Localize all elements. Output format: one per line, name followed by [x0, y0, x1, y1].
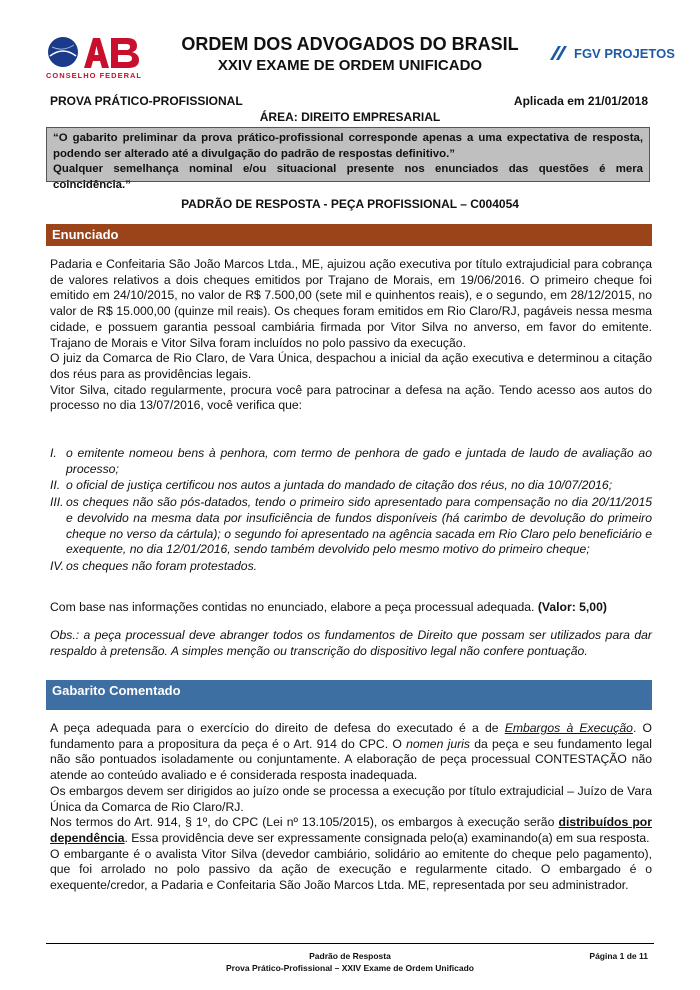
exam-type: PROVA PRÁTICO-PROFISSIONAL — [50, 94, 243, 108]
section-heading-enunciado: Enunciado — [46, 224, 652, 246]
text-run-embargos: Embargos à Execução — [504, 721, 633, 735]
task-instruction-text: Com base nas informações contidas no enunciado, elabore a peça processual adequada. — [50, 600, 535, 614]
text-run-nomen-juris: nomen juris — [406, 736, 470, 751]
list-item-number: IV. — [50, 558, 64, 573]
notice-line-1: “O gabarito preliminar da prova prático-profissional corresponde apenas a uma expectativa de resposta, podendo ser alterado até a divulgação do padrão de respostas definitivo.” — [53, 132, 643, 160]
list-item-number: III. — [50, 495, 64, 510]
list-item-text: os cheques não são pós-datados, tendo o primeiro sido apresentado para compensação no dia 20/11/2015 e devolvido na mesma data por insuficiência de fundos disponíveis (há carimbo de devolução do primeiro cheque no verso da cártula); o segundo foi apresentado na agência sacada em Rio Claro pelo beneficiário e exequente, no dia 12/01/2016, sendo também devolvido pelo mesmo motivo do primeiro cheque; — [66, 495, 652, 557]
task-value: (Valor: 5,00) — [537, 600, 607, 614]
enunciado-paragraph: O juiz da Comarca de Rio Claro, de Vara Única, despachou a inicial da ação executiva e determinou a citação dos réus para as providências legais. — [50, 351, 652, 381]
footer-title: Padrão de Resposta — [309, 951, 391, 961]
enunciado-paragraph: Vitor Silva, citado regularmente, procura você para patrocinar a defesa na ação. Tendo acesso aos autos do processo no dia 13/07/2016, você verifica que: — [50, 382, 652, 413]
gabarito-paragraph — [50, 815, 652, 846]
page-number: Página 1 de 11 — [589, 951, 648, 961]
enunciado-text — [50, 257, 652, 414]
list-item — [50, 495, 652, 558]
oab-logo-subtitle: CONSELHO FEDERAL — [45, 71, 142, 80]
footer-subtitle: Prova Prático-Profissional – XXIV Exame de Ordem Unificado — [226, 963, 474, 973]
list-item-number: I. — [50, 446, 57, 460]
list-item — [50, 446, 652, 477]
text-run: . O fundamento para a propositura da peça é o Art. 914 do CPC. O — [50, 721, 652, 751]
text-run: da peça e seu fundamento legal não são pontuados isoladamente ou conjuntamente. A elaboração de peça processual CONTESTAÇÃO não atende ao conteúdo avaliado e é considerada resposta inadequada. — [50, 736, 653, 783]
section-heading-gabarito: Gabarito Comentado — [46, 680, 652, 710]
notice-line-2: Qualquer semelhança nominal e/ou situacional presente nos enunciados das questões é mera coincidência.” — [53, 163, 643, 191]
gabarito-paragraph: O embargante é o avalista Vitor Silva (devedor cambiário, solidário ao emitente do cheque pelo pagamento), que foi arrolado no polo passivo da ação de execução e regularmente citado. O embargado é o exequente/credor, a Padaria e Confeitaria São João Marcos Ltda. ME, representada por seu administrador. — [50, 846, 652, 893]
notice-box — [46, 127, 650, 191]
list-item-text: o oficial de justiça certificou nos autos a juntada do mandado de citação dos réus, no dia 10/07/2016; — [66, 478, 613, 493]
observation-note: Obs.: a peça processual deve abranger todos os fundamentos de Direito que possam ser utilizados para dar respaldo à pretensão. A simples menção ou transcrição do dispositivo legal não confere pontuação. — [50, 628, 652, 658]
fgv-logo-text: FGV PROJETOS — [574, 45, 675, 61]
header-subtitle: XXIV EXAME DE ORDEM UNIFICADO — [217, 57, 483, 74]
footer-divider — [46, 943, 654, 944]
enunciado-paragraph: Padaria e Confeitaria São João Marcos Ltda., ME, ajuizou ação executiva por título extrajudicial para cobrança de valores relativos a dois cheques emitidos por Trajano de Morais, em 19/06/2016. O primeiro cheque foi emitido em 24/10/2015, no valor de R$ 7.500,00 (sete mil e quinhentos reais), e o segundo, em 28/12/2015, no valor de R$ 15.000,00 (quinze mil reais). Os cheques foram emitidos em Rio Claro/RJ, pagáveis nessa mesma cidade, e possuem garantia pessoal cambiária firmada por Vitor Silva no anverso, em favor do emitente. Trajano de Morais e Vitor Silva foram incluídos no polo passivo da execução. — [50, 257, 652, 350]
text-run-dependencia: distribuídos por dependência — [50, 815, 652, 845]
task-instruction — [50, 600, 652, 616]
gabarito-text — [50, 721, 652, 894]
text-run: A peça adequada para o exercício do direito de defesa do executado é a de — [50, 721, 505, 735]
list-item — [50, 478, 652, 494]
header-title: ORDEM DOS ADVOGADOS DO BRASIL — [181, 34, 519, 54]
text-run: . Essa providência deve ser expressamente consignada pelo(a) examinando(a) em sua resposta. — [124, 830, 650, 845]
list-item — [50, 559, 652, 575]
list-item-text: os cheques não foram protestados. — [66, 558, 258, 573]
fgv-logo — [548, 42, 680, 64]
padrao-title: PADRÃO DE RESPOSTA - PEÇA PROFISSIONAL – C004054 — [181, 197, 519, 211]
gabarito-paragraph — [50, 721, 652, 784]
fgv-mark-icon — [548, 44, 570, 62]
exam-date: Aplicada em 21/01/2018 — [513, 94, 648, 108]
facts-list — [50, 446, 652, 576]
list-item-text: o emitente nomeou bens à penhora, com termo de penhora de gado e juntada de laudo de avaliação ao processo; — [66, 446, 652, 476]
text-run: Nos termos do Art. 914, § 1º, do CPC (Lei nº 13.105/2015), os embargos à execução serão — [50, 815, 559, 830]
gabarito-paragraph: Os embargos devem ser dirigidos ao juízo onde se processa a execução por título extrajudicial – Juízo de Vara Única da Comarca de Rio Claro/RJ. — [50, 783, 652, 814]
list-item-number: II. — [50, 478, 61, 493]
exam-area: ÁREA: DIREITO EMPRESARIAL — [259, 110, 441, 124]
